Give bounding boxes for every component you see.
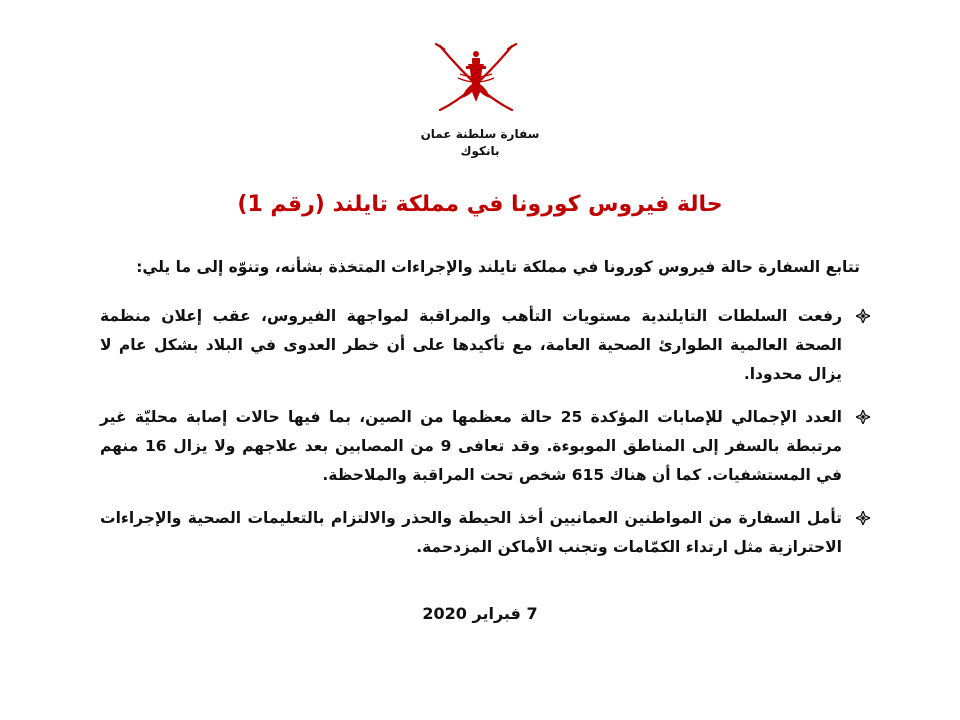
diamond-bullet-icon <box>856 410 870 424</box>
document-date: 7 فبراير 2020 <box>422 604 538 623</box>
list-item <box>100 302 870 389</box>
intro-paragraph: تتابع السفارة حالة فيروس كورونا في مملكة تايلند والإجراءات المتخذة بشأنه، وتنوّه إلى ما يلي: <box>136 258 860 276</box>
list-item <box>100 504 870 562</box>
page-title: حالة فيروس كورونا في مملكة تايلند (رقم 1) <box>237 192 723 217</box>
embassy-name <box>380 126 580 160</box>
embassy-name-line1: سفارة سلطنة عمان <box>420 127 540 141</box>
list-item-text: العدد الإجمالي للإصابات المؤكدة 25 حالة معظمها من الصين، بما فيها حالات إصابة محليّة غير مرتبطة بالسفر إلى المناطق الموبوءة. وقد تعافى 9 من المصابين بعد علاجهم ولا يزال 16 منهم في المستشفيات. كما أن هناك 615 شخص تحت المراقبة والملاحظة. <box>100 408 842 484</box>
list-item-text: تأمل السفارة من المواطنين العمانيين أخذ الحيطة والحذر والالتزام بالتعليمات الصحية والإجراءات الاحترازية مثل ارتداء الكمّامات وتجنب الأماكن المزدحمة. <box>100 509 842 556</box>
oman-national-emblem-icon <box>430 40 522 114</box>
bullet-list <box>100 302 870 576</box>
list-item-text: رفعت السلطات التايلندية مستويات التأهب والمراقبة لمواجهة الفيروس، عقب إعلان منظمة الصحة العالمية الطوارئ الصحية العامة، مع تأكيدها على أن خطر العدوى في البلاد بشكل عام لا يزال محدودا. <box>100 307 842 383</box>
diamond-bullet-icon <box>856 309 870 323</box>
diamond-bullet-icon <box>856 511 870 525</box>
embassy-city: بانكوك <box>460 144 500 158</box>
list-item <box>100 403 870 490</box>
